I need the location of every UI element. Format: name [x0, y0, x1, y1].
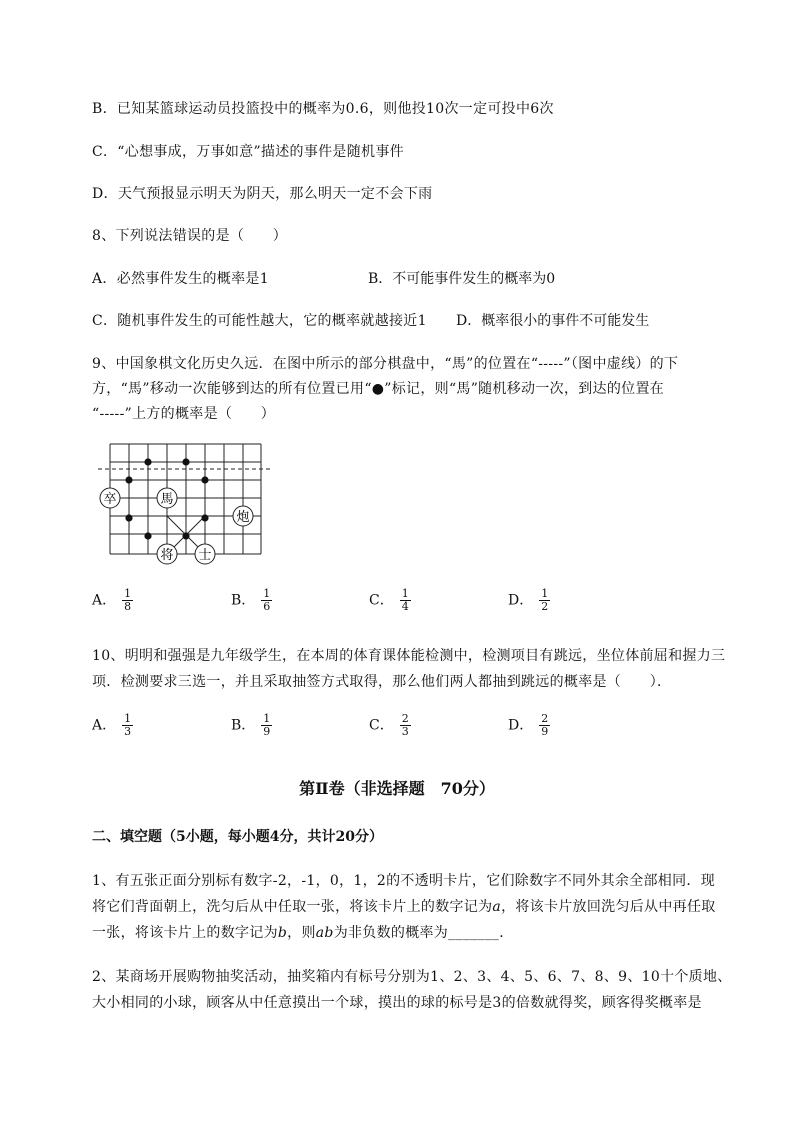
q9-option-c[interactable]: C． $\frac{1}{4}$ [369, 587, 409, 613]
reachable-dot [201, 514, 208, 521]
fraction: $\frac{1}{9}$ [263, 712, 271, 738]
svg-text:卒: 卒 [103, 492, 117, 507]
svg-text:士: 士 [198, 548, 212, 563]
q9-stem-line1: 9、中国象棋文化历史久远．在图中所示的部分棋盘中，“馬”的位置在“-----”（图中虚线）的下 [92, 356, 679, 372]
q10-option-c[interactable]: C． $\frac{2}{3}$ [369, 712, 409, 738]
q7-option-c: C．“心想事成，万事如意”描述的事件是随机事件 [92, 144, 404, 160]
fill-in-part-title: 二、填空题（5小题，每小题4分，共计20分） [92, 829, 383, 845]
reachable-dot [125, 476, 132, 483]
q8-option-a: A．必然事件发生的概率是1 [92, 271, 269, 287]
reachable-dot [182, 458, 189, 465]
reachable-dot [182, 532, 189, 539]
variable-ab: ab [315, 925, 334, 941]
fraction: $\frac{1}{2}$ [541, 587, 549, 613]
q10-stem-line1: 10、明明和强强是九年级学生，在本周的体育课体能检测中，检测项目有跳远，坐位体前屈和握力三 [92, 648, 726, 664]
q8-stem: 8、下列说法错误的是（ ） [92, 228, 288, 244]
q9-option-b[interactable]: B． $\frac{1}{6}$ [231, 587, 271, 613]
fraction: $\frac{2}{9}$ [541, 712, 549, 738]
q8-option-b: B．不可能事件发生的概率为0 [368, 271, 556, 287]
fraction: $\frac{1}{3}$ [124, 712, 132, 738]
q10-option-b[interactable]: B． $\frac{1}{9}$ [231, 712, 271, 738]
fraction: $\frac{1}{8}$ [124, 587, 132, 613]
q10-option-a[interactable]: A． $\frac{1}{3}$ [92, 712, 132, 738]
reachable-dot [125, 514, 132, 521]
q7-option-d: D．天气预报显示明天为阴天，那么明天一定不会下雨 [92, 186, 433, 202]
q9-option-a[interactable]: A． $\frac{1}{8}$ [92, 587, 132, 613]
q9-stem-line2: 方，“馬”移动一次能够到达的所有位置已用“●”标记，则“馬”随机移动一次，到达的位置在 [92, 381, 665, 397]
svg-text:炮: 炮 [236, 510, 250, 525]
f2-line2: 大小相同的小球，顾客从中任意摸出一个球，摸出的球的标号是3的倍数就得奖，顾客得奖概率是 [92, 995, 702, 1011]
fraction: $\frac{1}{6}$ [263, 587, 271, 613]
piece-advisor [195, 544, 215, 564]
svg-text:将: 将 [160, 548, 174, 563]
variable-a: a [492, 899, 502, 915]
f2-line1: 2、某商场开展购物抽奖活动，抽奖箱内有标号分别为1、2、3、4、5、6、7、8、9、10十个质地、 [92, 969, 732, 985]
f1-line2: 将它们背面朝上，洗匀后从中任取一张，将该卡片上的数字记为a，将该卡片放回洗匀后从中再任取 [92, 899, 716, 915]
fraction: $\frac{2}{3}$ [401, 712, 409, 738]
chess-board-figure [94, 436, 274, 568]
f1-line1: 1、有五张正面分别标有数字-2，-1，0，1，2的不透明卡片，它们除数字不同外其余全部相同．现 [92, 873, 716, 889]
fraction: $\frac{1}{4}$ [401, 587, 409, 613]
piece-general [157, 544, 177, 564]
reachable-dot [201, 476, 208, 483]
svg-text:馬: 馬 [160, 492, 174, 507]
q7-option-b: B．已知某篮球运动员投篮投中的概率为0.6，则他投10次一定可投中6次 [92, 101, 554, 117]
q9-stem-line3: “-----”上方的概率是（ ） [92, 406, 276, 422]
q10-option-d[interactable]: D． $\frac{2}{9}$ [508, 712, 549, 738]
f1-line3: 一张，将该卡片上的数字记为b，则ab为非负数的概率为_______． [92, 925, 514, 941]
reachable-dot [144, 532, 151, 539]
q8-option-d: D．概率很小的事件不可能发生 [456, 313, 650, 329]
piece-cannon [233, 506, 253, 526]
q9-option-d[interactable]: D． $\frac{1}{2}$ [508, 587, 549, 613]
q10-stem-line2: 项．检测要求三选一，并且采取抽签方式取得，那么他们两人都抽到跳远的概率是（ ）． [92, 674, 672, 690]
section-2-title: 第Ⅱ卷（非选择题 70分） [299, 779, 495, 798]
variable-b: b [277, 925, 288, 941]
q8-option-c: C．随机事件发生的可能性越大，它的概率就越接近1 [92, 313, 427, 329]
piece-soldier [100, 488, 120, 508]
reachable-dot [144, 458, 151, 465]
piece-horse [157, 488, 177, 508]
